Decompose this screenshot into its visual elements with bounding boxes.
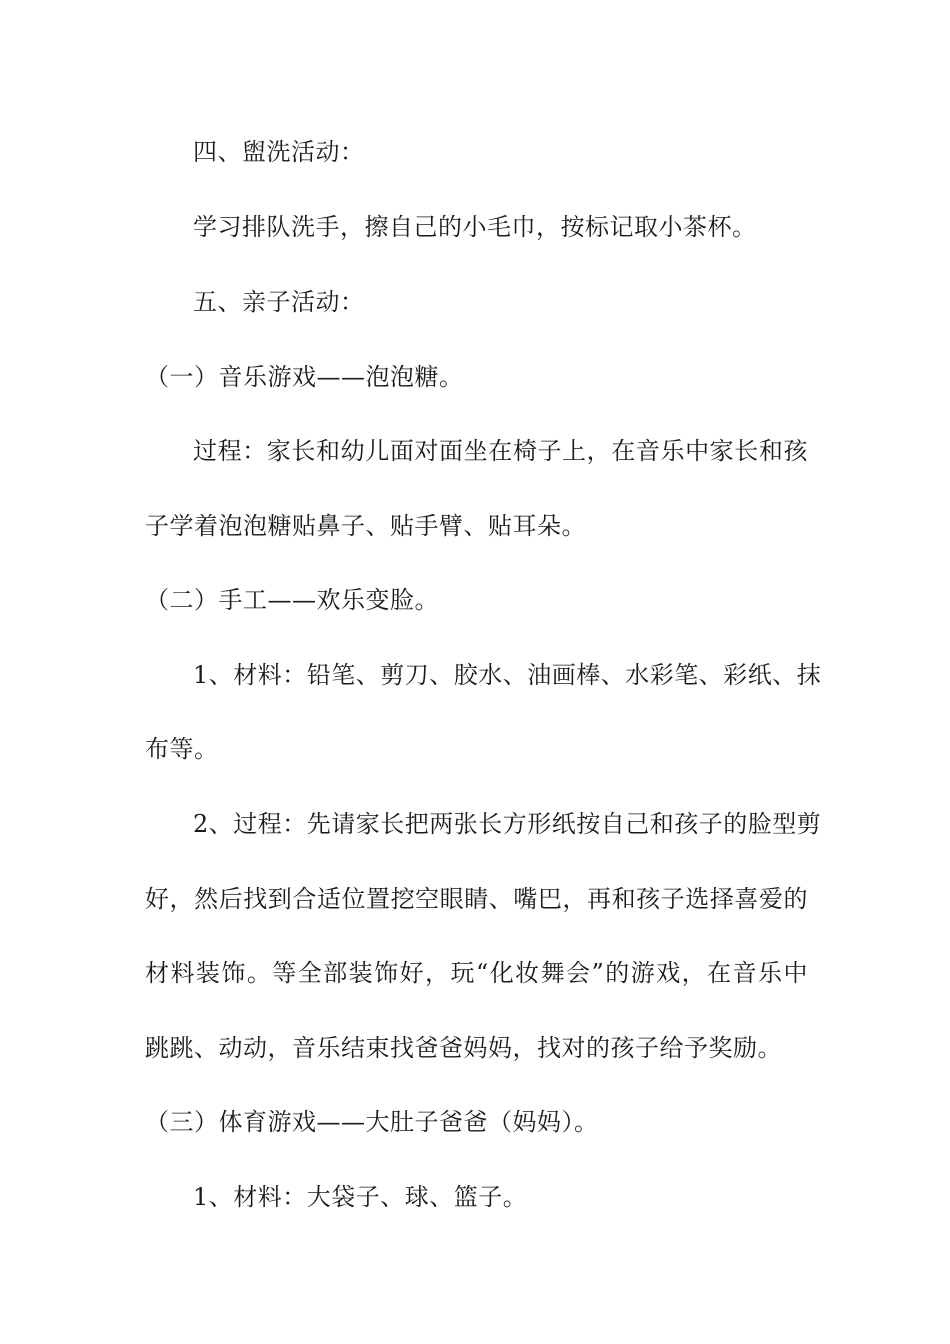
paragraph-handcraft-process-line2: 好，然后找到合适位置挖空眼睛、嘴巴，再和孩子选择喜爱的 bbox=[145, 885, 808, 913]
paragraph-handcraft-process-line3: 材料装饰。等全部装饰好，玩“化妆舞会”的游戏，在音乐中 bbox=[145, 959, 808, 987]
section-heading-parent-child: 五、亲子活动： bbox=[193, 288, 365, 316]
subheading-sports-game: （三）体育游戏——大肚子爸爸（妈妈）。 bbox=[145, 1108, 599, 1136]
paragraph-handcraft-materials-line2: 布等。 bbox=[145, 735, 219, 763]
paragraph-handcraft-process-line1: 2、过程：先请家长把两张长方形纸按自己和孩子的脸型剪 bbox=[193, 810, 822, 838]
paragraph-washing: 学习排队洗手，擦自己的小毛巾，按标记取小茶杯。 bbox=[193, 213, 757, 241]
subheading-handcraft: （二）手工——欢乐变脸。 bbox=[145, 586, 439, 614]
section-heading-washing: 四、盥洗活动： bbox=[193, 138, 365, 166]
paragraph-handcraft-materials-line1: 1、材料：铅笔、剪刀、胶水、油画棒、水彩笔、彩纸、抹 bbox=[193, 661, 822, 689]
paragraph-handcraft-process-line4: 跳跳、动动，音乐结束找爸爸妈妈，找对的孩子给予奖励。 bbox=[145, 1034, 782, 1062]
paragraph-music-process-line1: 过程：家长和幼儿面对面坐在椅子上，在音乐中家长和孩 bbox=[193, 437, 808, 465]
paragraph-sports-materials: 1、材料：大袋子、球、篮子。 bbox=[193, 1183, 528, 1211]
subheading-music-game: （一）音乐游戏——泡泡糖。 bbox=[145, 363, 464, 391]
paragraph-music-process-line2: 子学着泡泡糖贴鼻子、贴手臂、贴耳朵。 bbox=[145, 512, 586, 540]
